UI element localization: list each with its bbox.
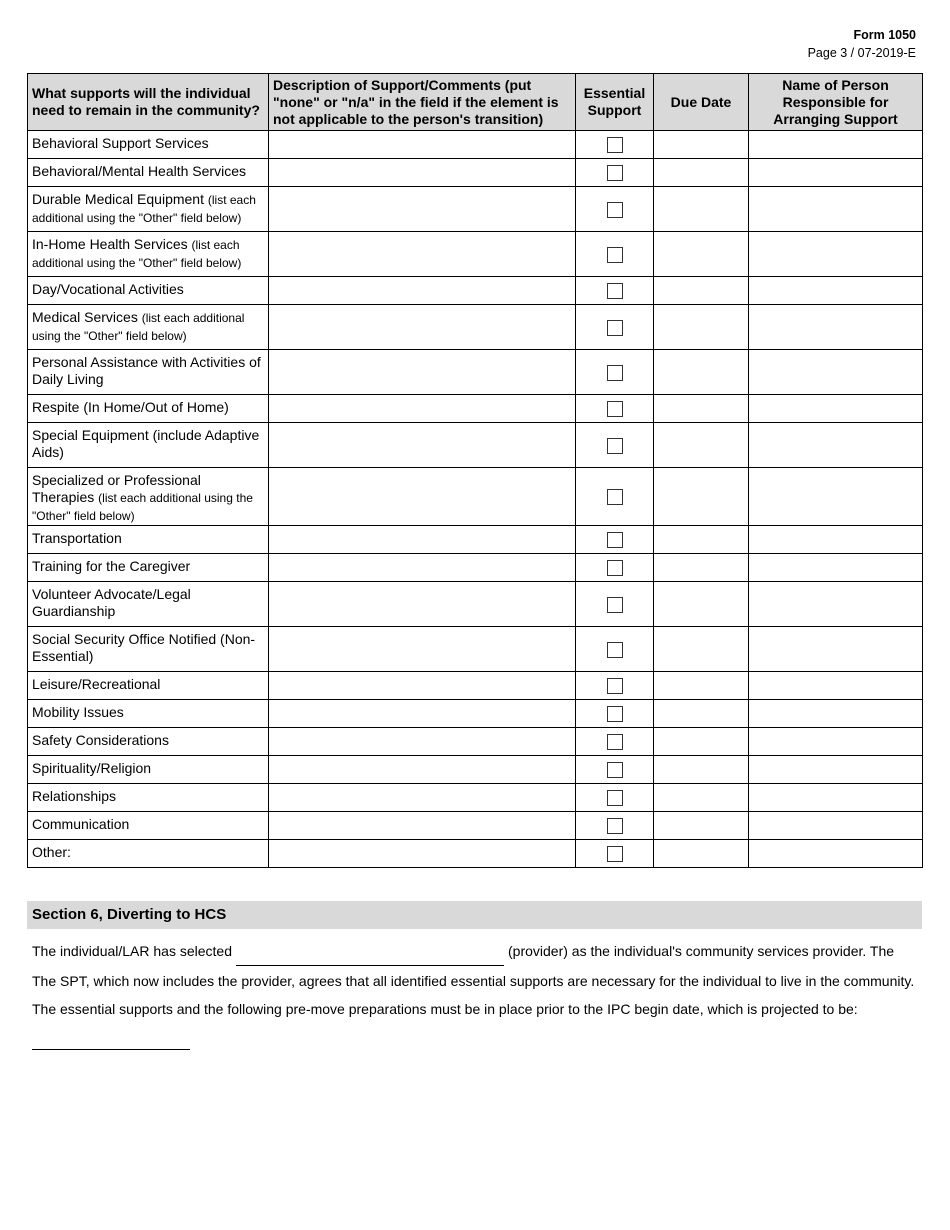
col-header-responsible: Name of Person Responsible for Arranging Support xyxy=(749,74,923,131)
description-field[interactable] xyxy=(269,526,576,554)
essential-support-cell xyxy=(576,187,654,232)
table-row xyxy=(28,468,923,526)
essential-support-cell xyxy=(576,582,654,627)
responsible-person-field[interactable] xyxy=(749,627,923,672)
support-item-label: Safety Considerations xyxy=(32,732,169,748)
due-date-field[interactable] xyxy=(654,159,749,187)
due-date-field[interactable] xyxy=(654,526,749,554)
essential-support-checkbox[interactable] xyxy=(607,846,623,862)
description-field[interactable] xyxy=(269,350,576,395)
description-field[interactable] xyxy=(269,423,576,468)
support-item-cell xyxy=(28,840,269,868)
support-item-cell xyxy=(28,395,269,423)
essential-support-checkbox[interactable] xyxy=(607,560,623,576)
page-number: Page 3 / 07-2019-E xyxy=(807,46,916,60)
due-date-field[interactable] xyxy=(654,840,749,868)
responsible-person-field[interactable] xyxy=(749,840,923,868)
responsible-person-field[interactable] xyxy=(749,526,923,554)
section-6-line-1-after: (provider) as the individual's community services provider. The xyxy=(508,943,895,959)
essential-support-checkbox[interactable] xyxy=(607,283,623,299)
table-row xyxy=(28,582,923,627)
essential-support-cell xyxy=(576,526,654,554)
table-row xyxy=(28,423,923,468)
description-field[interactable] xyxy=(269,784,576,812)
table-row xyxy=(28,187,923,232)
responsible-person-field[interactable] xyxy=(749,159,923,187)
col-header-essential: Essential Support xyxy=(576,74,654,131)
essential-support-checkbox[interactable] xyxy=(607,489,623,505)
support-item-label: Personal Assistance with Activities of Daily Living xyxy=(32,354,261,387)
section-6-line-3: The essential supports and the following pre-move preparations must be in place prior to the IPC begin date, which is projected to be: xyxy=(32,1001,858,1017)
due-date-field[interactable] xyxy=(654,423,749,468)
description-field[interactable] xyxy=(269,187,576,232)
responsible-person-field[interactable] xyxy=(749,305,923,350)
due-date-field[interactable] xyxy=(654,627,749,672)
support-item-cell xyxy=(28,187,269,232)
due-date-field[interactable] xyxy=(654,395,749,423)
table-header-row xyxy=(28,74,923,131)
due-date-field[interactable] xyxy=(654,277,749,305)
essential-support-cell xyxy=(576,784,654,812)
support-item-cell xyxy=(28,305,269,350)
support-item-cell xyxy=(28,423,269,468)
table-row xyxy=(28,350,923,395)
support-item-label: Durable Medical Equipment xyxy=(32,191,204,207)
responsible-person-field[interactable] xyxy=(749,232,923,277)
support-item-cell xyxy=(28,350,269,395)
due-date-field[interactable] xyxy=(654,728,749,756)
col-header-supports: What supports will the individual need to remain in the community? xyxy=(28,74,269,131)
essential-support-checkbox[interactable] xyxy=(607,678,623,694)
essential-support-checkbox[interactable] xyxy=(607,401,623,417)
support-item-label: Medical Services xyxy=(32,309,138,325)
description-field[interactable] xyxy=(269,582,576,627)
due-date-field[interactable] xyxy=(654,468,749,526)
support-item-label: Day/Vocational Activities xyxy=(32,281,184,297)
essential-support-checkbox[interactable] xyxy=(607,365,623,381)
responsible-person-field[interactable] xyxy=(749,468,923,526)
table-row xyxy=(28,756,923,784)
essential-support-cell xyxy=(576,350,654,395)
essential-support-checkbox[interactable] xyxy=(607,320,623,336)
responsible-person-field[interactable] xyxy=(749,277,923,305)
responsible-person-field[interactable] xyxy=(749,187,923,232)
essential-support-checkbox[interactable] xyxy=(607,202,623,218)
description-field[interactable] xyxy=(269,554,576,582)
essential-support-checkbox[interactable] xyxy=(607,642,623,658)
table-row xyxy=(28,728,923,756)
support-item-cell xyxy=(28,468,269,526)
due-date-field[interactable] xyxy=(654,784,749,812)
section-6-title: Section 6, Diverting to HCS xyxy=(27,901,922,929)
essential-support-checkbox[interactable] xyxy=(607,734,623,750)
support-item-cell xyxy=(28,784,269,812)
support-item-cell xyxy=(28,812,269,840)
support-item-label: Special Equipment (include Adaptive Aids) xyxy=(32,427,260,460)
responsible-person-field[interactable] xyxy=(749,554,923,582)
support-item-cell xyxy=(28,159,269,187)
essential-support-checkbox[interactable] xyxy=(607,818,623,834)
support-item-cell xyxy=(28,756,269,784)
responsible-person-field[interactable] xyxy=(749,728,923,756)
support-item-label: Behavioral/Mental Health Services xyxy=(32,163,246,179)
essential-support-checkbox[interactable] xyxy=(607,532,623,548)
due-date-field[interactable] xyxy=(654,582,749,627)
table-row xyxy=(28,159,923,187)
essential-support-checkbox[interactable] xyxy=(607,247,623,263)
essential-support-cell xyxy=(576,672,654,700)
table-row xyxy=(28,840,923,868)
support-item-cell xyxy=(28,526,269,554)
essential-support-cell xyxy=(576,131,654,159)
essential-support-checkbox[interactable] xyxy=(607,438,623,454)
section-6-line-2: The SPT, which now includes the provider, agrees that all identified essential supports are necessary for the individual to live in the community. xyxy=(32,973,915,989)
table-row xyxy=(28,812,923,840)
support-item-label: Relationships xyxy=(32,788,117,804)
support-item-cell xyxy=(28,627,269,672)
table-row xyxy=(28,305,923,350)
support-item-label: Other: xyxy=(32,844,71,860)
support-item-cell xyxy=(28,672,269,700)
table-row xyxy=(28,277,923,305)
description-field[interactable] xyxy=(269,840,576,868)
essential-support-cell xyxy=(576,627,654,672)
essential-support-cell xyxy=(576,756,654,784)
description-field[interactable] xyxy=(269,395,576,423)
due-date-field[interactable] xyxy=(654,131,749,159)
provider-name-field[interactable] xyxy=(236,965,504,966)
support-item-cell xyxy=(28,554,269,582)
support-item-label: Training for the Caregiver xyxy=(32,558,191,574)
essential-support-checkbox[interactable] xyxy=(607,706,623,722)
due-date-field[interactable] xyxy=(654,232,749,277)
essential-support-cell xyxy=(576,423,654,468)
essential-support-checkbox[interactable] xyxy=(607,165,623,181)
essential-support-cell xyxy=(576,840,654,868)
essential-support-cell xyxy=(576,812,654,840)
responsible-person-field[interactable] xyxy=(749,423,923,468)
due-date-field[interactable] xyxy=(654,672,749,700)
responsible-person-field[interactable] xyxy=(749,131,923,159)
due-date-field[interactable] xyxy=(654,187,749,232)
projected-date-field[interactable] xyxy=(32,1049,190,1050)
support-item-label: Transportation xyxy=(32,530,122,546)
description-field[interactable] xyxy=(269,728,576,756)
description-field[interactable] xyxy=(269,627,576,672)
support-item-label: Respite (In Home/Out of Home) xyxy=(32,399,229,415)
responsible-person-field[interactable] xyxy=(749,700,923,728)
description-field[interactable] xyxy=(269,468,576,526)
description-field[interactable] xyxy=(269,131,576,159)
table-row xyxy=(28,232,923,277)
support-item-note: (list each additional using the "Other" field below) xyxy=(32,491,253,523)
essential-support-checkbox[interactable] xyxy=(607,597,623,613)
essential-support-cell xyxy=(576,700,654,728)
essential-support-checkbox[interactable] xyxy=(607,137,623,153)
due-date-field[interactable] xyxy=(654,756,749,784)
table-row xyxy=(28,131,923,159)
responsible-person-field[interactable] xyxy=(749,756,923,784)
support-item-label: Specialized or Professional Therapies xyxy=(32,472,201,505)
table-row xyxy=(28,784,923,812)
support-item-note: (list each additional using the "Other" field below) xyxy=(32,238,242,270)
section-6-line-1-before: The individual/LAR has selected xyxy=(32,943,233,959)
responsible-person-field[interactable] xyxy=(749,672,923,700)
table-row xyxy=(28,627,923,672)
support-item-cell xyxy=(28,582,269,627)
support-item-label: Volunteer Advocate/Legal Guardianship xyxy=(32,586,191,619)
support-item-label: Social Security Office Notified (Non-Essential) xyxy=(32,631,256,664)
due-date-field[interactable] xyxy=(654,305,749,350)
due-date-field[interactable] xyxy=(654,700,749,728)
support-item-label: Spirituality/Religion xyxy=(32,760,152,776)
support-item-cell xyxy=(28,728,269,756)
form-number: Form 1050 xyxy=(853,28,916,42)
support-item-label: In-Home Health Services xyxy=(32,236,188,252)
essential-support-cell xyxy=(576,159,654,187)
col-header-description: Description of Support/Comments (put "none" or "n/a" in the field if the element is not applicable to the person's transition) xyxy=(269,74,576,131)
description-field[interactable] xyxy=(269,672,576,700)
description-field[interactable] xyxy=(269,159,576,187)
description-field[interactable] xyxy=(269,277,576,305)
support-item-note: (list each additional using the "Other" field below) xyxy=(32,311,245,343)
due-date-field[interactable] xyxy=(654,812,749,840)
support-item-cell xyxy=(28,232,269,277)
col-header-due-date: Due Date xyxy=(654,74,749,131)
description-field[interactable] xyxy=(269,756,576,784)
essential-support-checkbox[interactable] xyxy=(607,762,623,778)
essential-support-cell xyxy=(576,468,654,526)
description-field[interactable] xyxy=(269,700,576,728)
essential-support-cell xyxy=(576,395,654,423)
support-item-cell xyxy=(28,277,269,305)
table-row xyxy=(28,554,923,582)
support-item-label: Behavioral Support Services xyxy=(32,135,209,151)
table-row xyxy=(28,395,923,423)
support-item-cell xyxy=(28,700,269,728)
description-field[interactable] xyxy=(269,305,576,350)
support-item-label: Mobility Issues xyxy=(32,704,124,720)
description-field[interactable] xyxy=(269,232,576,277)
support-item-cell xyxy=(28,131,269,159)
support-item-note: (list each additional using the "Other" field below) xyxy=(32,193,256,225)
table-row xyxy=(28,700,923,728)
essential-support-cell xyxy=(576,554,654,582)
description-field[interactable] xyxy=(269,812,576,840)
responsible-person-field[interactable] xyxy=(749,350,923,395)
essential-support-cell xyxy=(576,232,654,277)
responsible-person-field[interactable] xyxy=(749,812,923,840)
essential-support-cell xyxy=(576,728,654,756)
support-item-label: Communication xyxy=(32,816,130,832)
table-row xyxy=(28,672,923,700)
due-date-field[interactable] xyxy=(654,350,749,395)
essential-support-checkbox[interactable] xyxy=(607,790,623,806)
support-item-label: Leisure/Recreational xyxy=(32,676,161,692)
supports-table xyxy=(27,73,923,868)
responsible-person-field[interactable] xyxy=(749,784,923,812)
responsible-person-field[interactable] xyxy=(749,582,923,627)
due-date-field[interactable] xyxy=(654,554,749,582)
essential-support-cell xyxy=(576,305,654,350)
essential-support-cell xyxy=(576,277,654,305)
responsible-person-field[interactable] xyxy=(749,395,923,423)
table-row xyxy=(28,526,923,554)
